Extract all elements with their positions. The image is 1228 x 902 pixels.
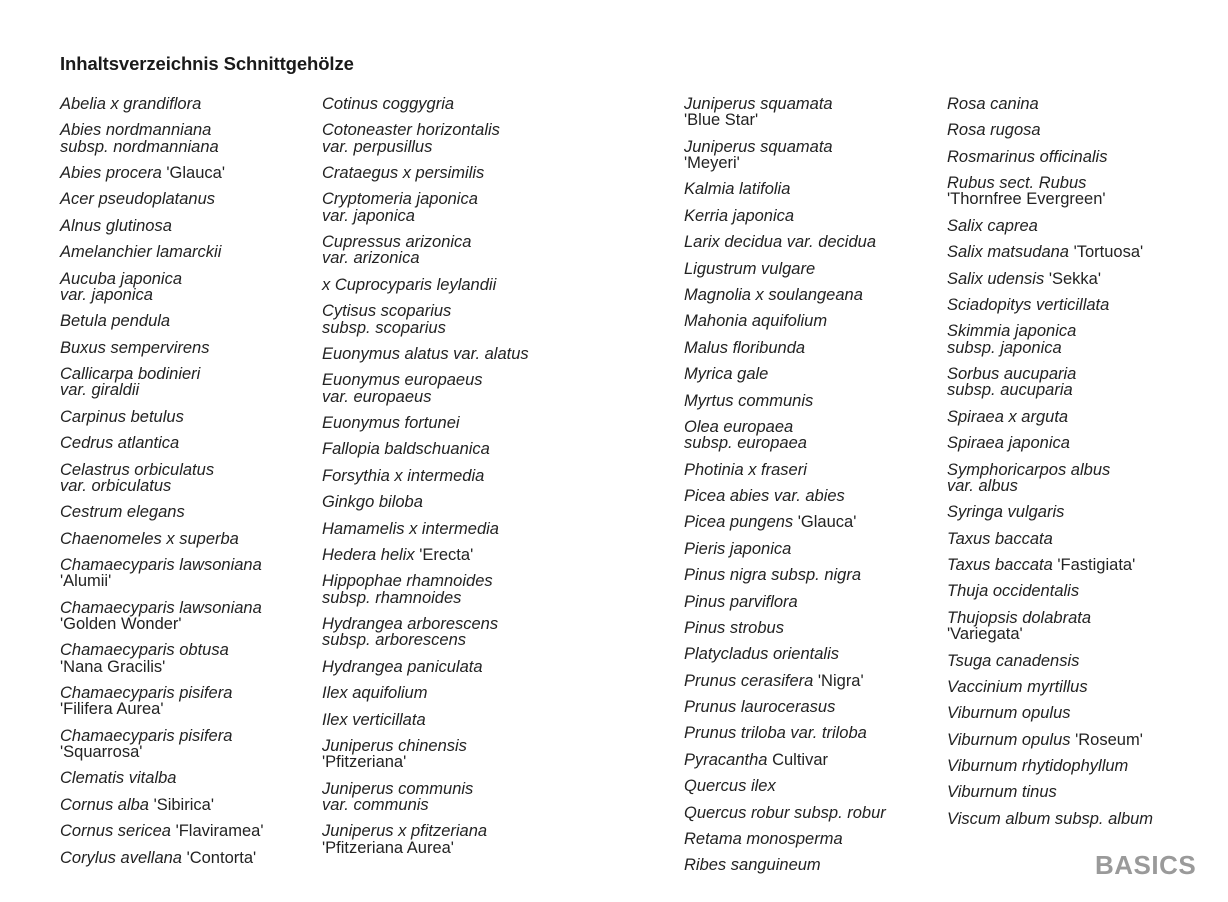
index-entry [684,286,939,312]
index-entry [60,243,315,269]
botanical-name: subsp. rhamnoides [322,588,462,607]
index-entry [322,546,577,572]
botanical-name: Myrtus communis [684,391,814,410]
index-entry [60,190,315,216]
botanical-name: Hedera helix [322,545,420,564]
botanical-name: Symphoricarpos albus [947,460,1111,479]
botanical-name: Olea europaea [684,417,794,436]
index-entry [60,339,315,365]
index-column-1 [60,95,315,875]
cultivar-name: 'Nigra' [817,671,864,690]
index-entry [947,365,1202,408]
cultivar-name: 'Flaviramea' [175,822,264,841]
botanical-name: Cotinus coggygria [322,95,455,113]
botanical-name: Cryptomeria japonica [322,190,478,209]
cultivar-name: 'Sibirica' [153,795,214,814]
botanical-name: Taxus baccata [947,556,1058,575]
botanical-name: Spiraea japonica [947,434,1070,453]
botanical-name: Viburnum rhytidophyllum [947,757,1129,776]
botanical-name: Amelanchier lamarckii [60,243,222,262]
botanical-name: Ilex verticillata [322,710,426,729]
botanical-name: subsp. scoparius [322,318,446,337]
index-entry [947,783,1202,809]
botanical-name: Pinus parviflora [684,592,798,611]
botanical-name: Kalmia latifolia [684,180,791,199]
cultivar-name: 'Meyeri' [684,153,740,172]
index-entry [322,572,577,615]
botanical-name: Picea pungens [684,513,798,532]
index-entry [684,751,939,777]
botanical-name: Acer pseudoplatanus [60,190,216,209]
botanical-name: subsp. arborescens [322,631,466,650]
botanical-name: Picea abies var. abies [684,486,845,505]
index-entry [60,727,315,770]
page-title: Inhaltsverzeichnis Schnittgehölze [60,53,354,74]
index-entry [684,777,939,803]
cultivar-name: 'Pfitzeriana Aurea' [322,838,454,857]
cultivar-name: Cultivar [772,750,828,769]
botanical-name: Betula pendula [60,312,171,331]
index-column-3 [684,95,939,883]
cultivar-name: 'Variegata' [947,625,1023,644]
botanical-name: Chaenomeles x superba [60,529,239,548]
botanical-name: Chamaecyparis lawsoniana [60,556,262,575]
cultivar-name: 'Glauca' [166,164,225,183]
botanical-name: var. japonica [60,285,153,304]
botanical-name: Thujopsis dolabrata [947,608,1092,627]
botanical-name: Euonymus fortunei [322,414,460,432]
botanical-name: Kerria japonica [684,206,795,225]
botanical-name: Carpinus betulus [60,407,184,426]
botanical-name: var. orbiculatus [60,476,172,495]
index-entry [684,207,939,233]
botanical-name: Cotoneaster horizontalis [322,121,500,140]
index-entry [947,408,1202,434]
botanical-name: Syringa vulgaris [947,503,1065,522]
botanical-name: Viburnum opulus [947,730,1076,749]
cultivar-name: 'Glauca' [797,513,857,532]
botanical-name: Juniperus squamata [684,137,833,156]
botanical-name: Skimmia japonica [947,322,1077,341]
cultivar-name: 'Erecta' [419,545,474,564]
botanical-name: Taxus baccata [947,529,1053,548]
botanical-name: Retama monosperma [684,830,843,849]
index-entry [684,180,939,206]
cultivar-name: 'Filifera Aurea' [60,700,164,719]
botanical-name: Myrica gale [684,365,769,384]
index-entry [947,556,1202,582]
botanical-name: Abelia x grandiflora [60,95,202,113]
cultivar-name: 'Golden Wonder' [60,615,182,634]
botanical-name: Pyracantha [684,750,773,769]
index-entry [60,217,315,243]
botanical-name: Sciadopitys verticillata [947,296,1110,315]
index-entry [60,121,315,164]
index-entry [60,599,315,642]
index-entry [322,233,577,276]
cultivar-name: 'Contorta' [186,848,257,867]
botanical-name: subsp. japonica [947,338,1062,357]
botanical-name: Platycladus orientalis [684,645,839,664]
botanical-name: Cedrus atlantica [60,434,180,453]
botanical-name: subsp. europaea [684,434,807,453]
index-column-4 [947,95,1202,836]
index-entry [60,684,315,727]
index-entry [684,804,939,830]
index-entry [322,276,577,302]
botanical-name: Prunus cerasifera [684,671,818,690]
botanical-name: Abies nordmanniana [60,121,212,140]
index-entry [60,270,315,313]
index-entry [322,737,577,780]
index-entry [60,530,315,556]
index-entry [684,392,939,418]
botanical-name: Ribes sanguineum [684,856,821,875]
index-entry [322,684,577,710]
index-entry [684,487,939,513]
index-entry [684,856,939,882]
botanical-name: Juniperus chinensis [322,736,467,755]
botanical-name: Euonymus alatus var. alatus [322,344,529,363]
botanical-name: Magnolia x soulangeana [684,285,863,304]
index-entry [684,339,939,365]
botanical-name: Fallopia baldschuanica [322,440,490,459]
botanical-name: Juniperus communis [322,779,474,798]
index-entry [947,678,1202,704]
cultivar-name: 'Tortuosa' [1073,243,1144,262]
botanical-name: var. arizonica [322,249,420,268]
botanical-name: Ilex aquifolium [322,684,428,703]
index-entry [322,615,577,658]
index-entry [322,302,577,345]
index-entry [684,312,939,338]
botanical-name: Rosa canina [947,95,1039,113]
botanical-name: Salix matsudana [947,243,1074,262]
index-entry [684,593,939,619]
index-entry [322,520,577,546]
index-entry [322,190,577,233]
botanical-name: Prunus laurocerasus [684,698,836,717]
botanical-name: Thuja occidentalis [947,582,1080,601]
index-entry [684,645,939,671]
index-entry [322,822,577,865]
botanical-name: Hamamelis x intermedia [322,519,499,538]
botanical-name: Mahonia aquifolium [684,312,828,331]
index-entry [60,461,315,504]
index-entry [684,830,939,856]
index-entry [684,672,939,698]
index-entry [60,641,315,684]
botanical-name: Ligustrum vulgare [684,259,816,278]
botanical-name: Clematis vitalba [60,769,177,788]
botanical-name: Spiraea x arguta [947,407,1069,426]
botanical-name: var. japonica [322,206,415,225]
index-entry [947,95,1202,121]
botanical-name: Vaccinium myrtillus [947,677,1088,696]
index-entry [322,658,577,684]
botanical-name: Chamaecyparis pisifera [60,726,233,745]
cultivar-name: 'Pfitzeriana' [322,753,407,772]
index-entry [322,164,577,190]
index-entry [684,138,939,181]
index-entry [947,174,1202,217]
botanical-name: Cestrum elegans [60,503,185,522]
botanical-name: Rosa rugosa [947,121,1041,140]
botanical-name: Pinus strobus [684,618,784,637]
botanical-name: Quercus robur subsp. robur [684,803,886,822]
botanical-name: subsp. nordmanniana [60,137,219,156]
botanical-name: x Cuprocyparis leylandii [322,275,497,294]
index-entry [60,769,315,795]
index-entry [947,731,1202,757]
index-entry [60,822,315,848]
index-entry [947,582,1202,608]
cultivar-name: 'Sekka' [1048,269,1101,288]
botanical-name: Abies procera [60,164,167,183]
cultivar-name: 'Nana Gracilis' [60,657,166,676]
index-entry [947,609,1202,652]
botanical-name: Buxus sempervirens [60,338,210,357]
index-entry [947,217,1202,243]
cultivar-name: 'Squarrosa' [60,743,143,762]
index-entry [322,414,577,440]
index-entry [684,260,939,286]
index-entry [947,461,1202,504]
index-entry [947,757,1202,783]
botanical-name: Viburnum tinus [947,783,1057,802]
botanical-name: Crataegus x persimilis [322,164,485,183]
botanical-name: subsp. aucuparia [947,381,1073,400]
botanical-name: Celastrus orbiculatus [60,460,215,479]
index-entry [322,493,577,519]
botanical-name: Viscum album subsp. album [947,809,1154,828]
botanical-name: Chamaecyparis pisifera [60,684,233,703]
botanical-name: Forsythia x intermedia [322,466,485,485]
index-entry [684,233,939,259]
botanical-name: Euonymus europaeus [322,371,483,390]
index-entry [947,322,1202,365]
botanical-name: Callicarpa bodinieri [60,365,201,384]
index-entry [60,796,315,822]
index-entry [60,408,315,434]
botanical-name: Quercus ilex [684,777,776,796]
botanical-name: Cytisus scoparius [322,302,452,321]
index-entry [322,780,577,823]
index-entry [684,619,939,645]
botanical-name: Salix udensis [947,269,1049,288]
index-entry [947,810,1202,836]
index-entry [322,440,577,466]
index-entry [322,711,577,737]
cultivar-name: 'Roseum' [1075,730,1143,749]
index-entry [947,296,1202,322]
index-entry [60,503,315,529]
index-entry [947,148,1202,174]
botanical-name: Pieris japonica [684,539,792,558]
index-entry [684,566,939,592]
index-entry [947,704,1202,730]
botanical-name: var. communis [322,795,429,814]
botanical-name: Alnus glutinosa [60,216,172,235]
botanical-name: Malus floribunda [684,338,806,357]
botanical-name: var. albus [947,476,1018,495]
index-entry [684,724,939,750]
botanical-name: var. giraldii [60,381,140,400]
botanical-name: Chamaecyparis obtusa [60,641,229,660]
section-label: BASICS [1095,850,1197,880]
cultivar-name: 'Alumii' [60,572,112,591]
index-entry [684,698,939,724]
index-column-2 [322,95,577,865]
botanical-name: var. europaeus [322,387,432,406]
botanical-name: Chamaecyparis lawsoniana [60,598,262,617]
index-entry [947,243,1202,269]
cultivar-name: 'Fastigiata' [1057,556,1136,575]
botanical-name: Hydrangea paniculata [322,657,483,676]
index-entry [947,530,1202,556]
index-entry [60,95,315,121]
botanical-name: Larix decidua var. decidua [684,233,877,252]
botanical-name: Viburnum opulus [947,704,1071,723]
index-entry [60,849,315,875]
botanical-name: Corylus avellana [60,848,187,867]
botanical-name: Juniperus squamata [684,95,833,113]
index-entry [322,467,577,493]
index-entry [947,652,1202,678]
botanical-name: Cupressus arizonica [322,233,472,252]
index-entry [322,121,577,164]
index-entry [322,345,577,371]
index-entry [947,434,1202,460]
botanical-name: Photinia x fraseri [684,460,807,479]
botanical-name: Ginkgo biloba [322,493,423,512]
index-entry [60,312,315,338]
botanical-name: Pinus nigra subsp. nigra [684,566,862,585]
index-entry [60,164,315,190]
botanical-name: Cornus alba [60,795,154,814]
botanical-name: Tsuga canadensis [947,651,1080,670]
index-entry [684,513,939,539]
botanical-name: Rubus sect. Rubus [947,174,1087,193]
cultivar-name: 'Blue Star' [684,111,759,130]
index-entry [60,365,315,408]
index-entry [947,503,1202,529]
botanical-name: Salix caprea [947,216,1038,235]
botanical-name: Sorbus aucuparia [947,365,1077,384]
index-entry [60,434,315,460]
index-entry [322,371,577,414]
cultivar-name: 'Thornfree Evergreen' [947,190,1106,209]
index-entry [684,365,939,391]
botanical-name: Hippophae rhamnoides [322,572,493,591]
index-entry [684,418,939,461]
index-entry [684,540,939,566]
index-entry [322,95,577,121]
botanical-name: Rosmarinus officinalis [947,147,1108,166]
botanical-name: var. perpusillus [322,137,433,156]
botanical-name: Hydrangea arborescens [322,615,499,634]
botanical-name: Cornus sericea [60,822,176,841]
index-entry [947,121,1202,147]
botanical-name: Juniperus x pfitzeriana [322,822,488,841]
index-entry [60,556,315,599]
index-entry [947,270,1202,296]
botanical-name: Prunus triloba var. triloba [684,724,867,743]
botanical-name: Aucuba japonica [60,269,183,288]
index-entry [684,461,939,487]
index-entry [684,95,939,138]
